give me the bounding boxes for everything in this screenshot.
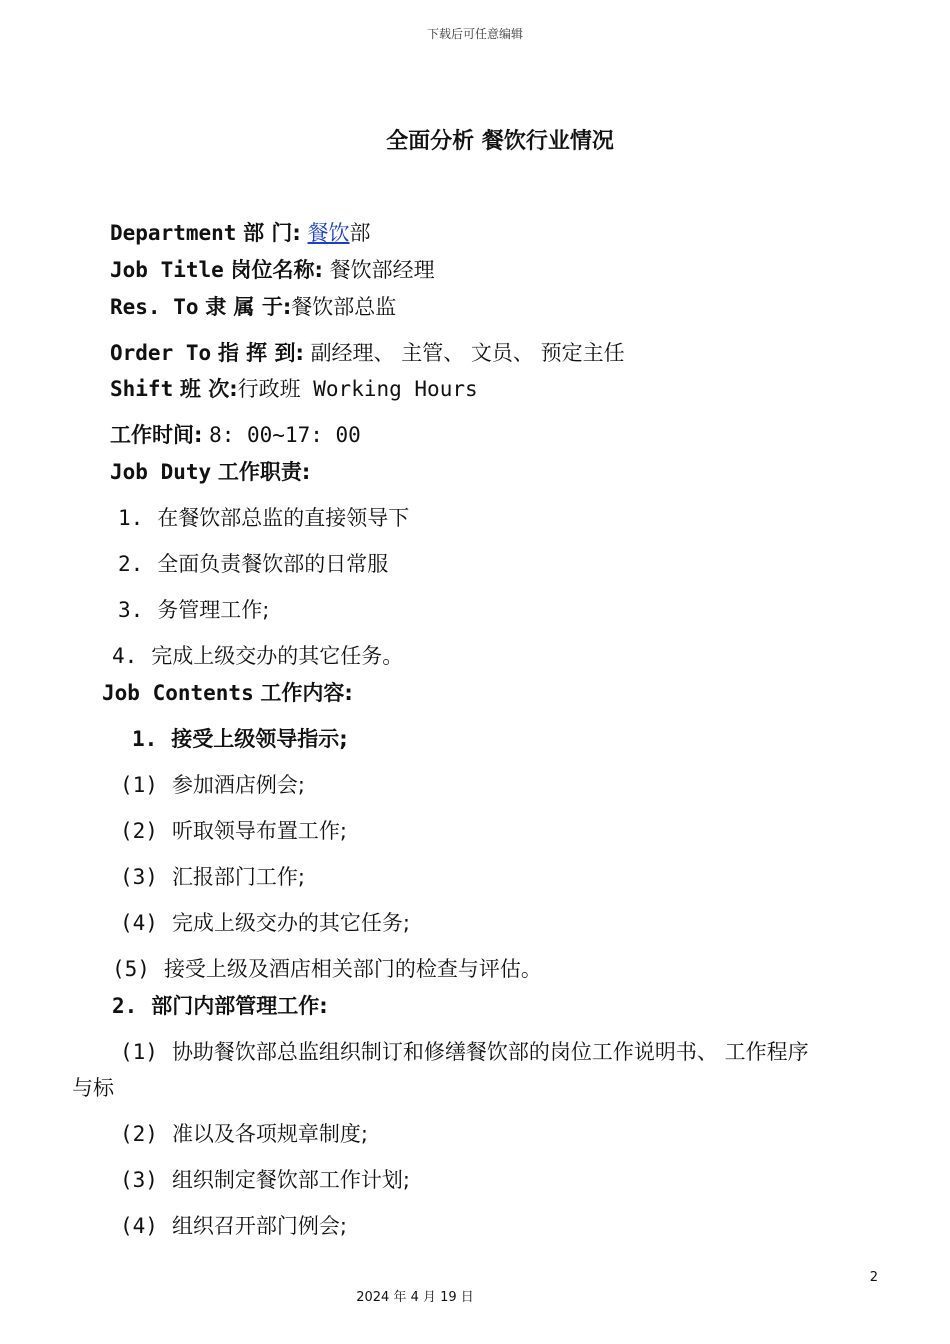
- department-label-cn: 部 门:: [243, 221, 301, 245]
- duty-number: 1.: [118, 506, 144, 530]
- item-text: 准以及各项规章制度;: [171, 1122, 369, 1146]
- item-number: (2): [120, 819, 158, 843]
- section-title: 部门内部管理工作:: [151, 994, 328, 1018]
- item-text: 接受上级及酒店相关部门的检查与评估。: [163, 957, 542, 981]
- item-number: (4): [120, 1214, 158, 1238]
- list-item: [120, 816, 347, 846]
- job-title-value: 餐饮部经理: [329, 258, 435, 282]
- item-text: 听取领导布置工作;: [171, 819, 348, 843]
- list-item: [112, 954, 542, 984]
- list-item-continuation: 与标: [72, 1076, 114, 1100]
- duty-number: 4.: [112, 644, 138, 668]
- item-number: (3): [120, 865, 158, 889]
- job-duty-label-cn: 工作职责:: [217, 460, 311, 484]
- res-to-label-en: Res. To: [110, 295, 199, 319]
- list-item: [120, 908, 410, 938]
- document-title: 全面分析 餐饮行业情况: [386, 129, 614, 154]
- section-2-heading: [112, 991, 328, 1021]
- item-text: 协助餐饮部总监组织制订和修缮餐饮部的岗位工作说明书、 工作程序: [171, 1040, 809, 1064]
- section-number: 1.: [132, 727, 158, 751]
- item-text: 组织制定餐饮部工作计划;: [171, 1168, 411, 1192]
- order-to-label-cn: 指 挥 到:: [217, 341, 304, 365]
- list-item: [120, 1165, 410, 1195]
- shift-label-en: Shift: [110, 377, 174, 401]
- job-title-line: [110, 255, 435, 285]
- list-item: [120, 1211, 347, 1241]
- section-title: 接受上级领导指示;: [171, 727, 348, 751]
- work-time-value: 8: 00~17: 00: [209, 423, 361, 447]
- item-number: (2): [120, 1122, 158, 1146]
- job-duty-heading: [110, 457, 310, 487]
- shift-value: 行政班 Working Hours: [237, 377, 478, 401]
- department-suffix: 部: [349, 221, 371, 245]
- list-item: [120, 862, 305, 892]
- job-contents-heading: [102, 678, 353, 708]
- order-to-label-en: Order To: [110, 341, 212, 365]
- duty-item: [118, 595, 269, 625]
- shift-label-cn: 班 次:: [179, 377, 238, 401]
- shift-line: [110, 374, 478, 404]
- item-number: (1): [120, 1040, 158, 1064]
- footer-date: 2024 年 4 月 19 日: [356, 1290, 474, 1305]
- item-number: (5): [112, 957, 150, 981]
- duty-text: 在餐饮部总监的直接领导下: [157, 506, 410, 530]
- duty-item: [118, 503, 409, 533]
- res-to-line: [110, 292, 396, 322]
- work-time-line: [110, 420, 361, 450]
- job-title-label-cn: 岗位名称:: [230, 258, 323, 282]
- item-text: 组织召开部门例会;: [171, 1214, 348, 1238]
- item-number: (4): [120, 911, 158, 935]
- list-item: [120, 770, 305, 800]
- work-time-label: 工作时间:: [110, 423, 203, 447]
- section-number: 2.: [112, 994, 138, 1018]
- section-1-heading: [132, 724, 348, 754]
- order-to-line: [110, 338, 625, 368]
- duty-text: 务管理工作;: [157, 598, 270, 622]
- duty-text: 完成上级交办的其它任务。: [151, 644, 404, 668]
- department-label-en: Department: [110, 221, 237, 245]
- list-item: [120, 1037, 809, 1067]
- item-text: 参加酒店例会;: [171, 773, 306, 797]
- item-number: (1): [120, 773, 158, 797]
- order-to-value: 副经理、 主管、 文员、 预定主任: [310, 341, 625, 365]
- job-contents-label-en: Job Contents: [102, 681, 254, 705]
- res-to-label-cn: 隶 属 于:: [205, 295, 292, 319]
- department-link[interactable]: 餐饮: [307, 221, 350, 245]
- item-text: 完成上级交办的其它任务;: [171, 911, 411, 935]
- job-contents-label-cn: 工作内容:: [260, 681, 353, 705]
- duty-item: [118, 549, 388, 579]
- res-to-value: 餐饮部总监: [291, 295, 397, 319]
- list-item: [120, 1119, 368, 1149]
- duty-number: 3.: [118, 598, 144, 622]
- duty-number: 2.: [118, 552, 144, 576]
- department-line: [110, 218, 371, 248]
- job-title-label-en: Job Title: [110, 258, 224, 282]
- duty-item: [112, 641, 403, 671]
- item-text: 汇报部门工作;: [171, 865, 306, 889]
- page-header-note: 下载后可任意编辑: [426, 27, 523, 41]
- duty-text: 全面负责餐饮部的日常服: [157, 552, 389, 576]
- job-duty-label-en: Job Duty: [110, 460, 212, 484]
- page-number: 2: [869, 1270, 878, 1285]
- item-number: (3): [120, 1168, 158, 1192]
